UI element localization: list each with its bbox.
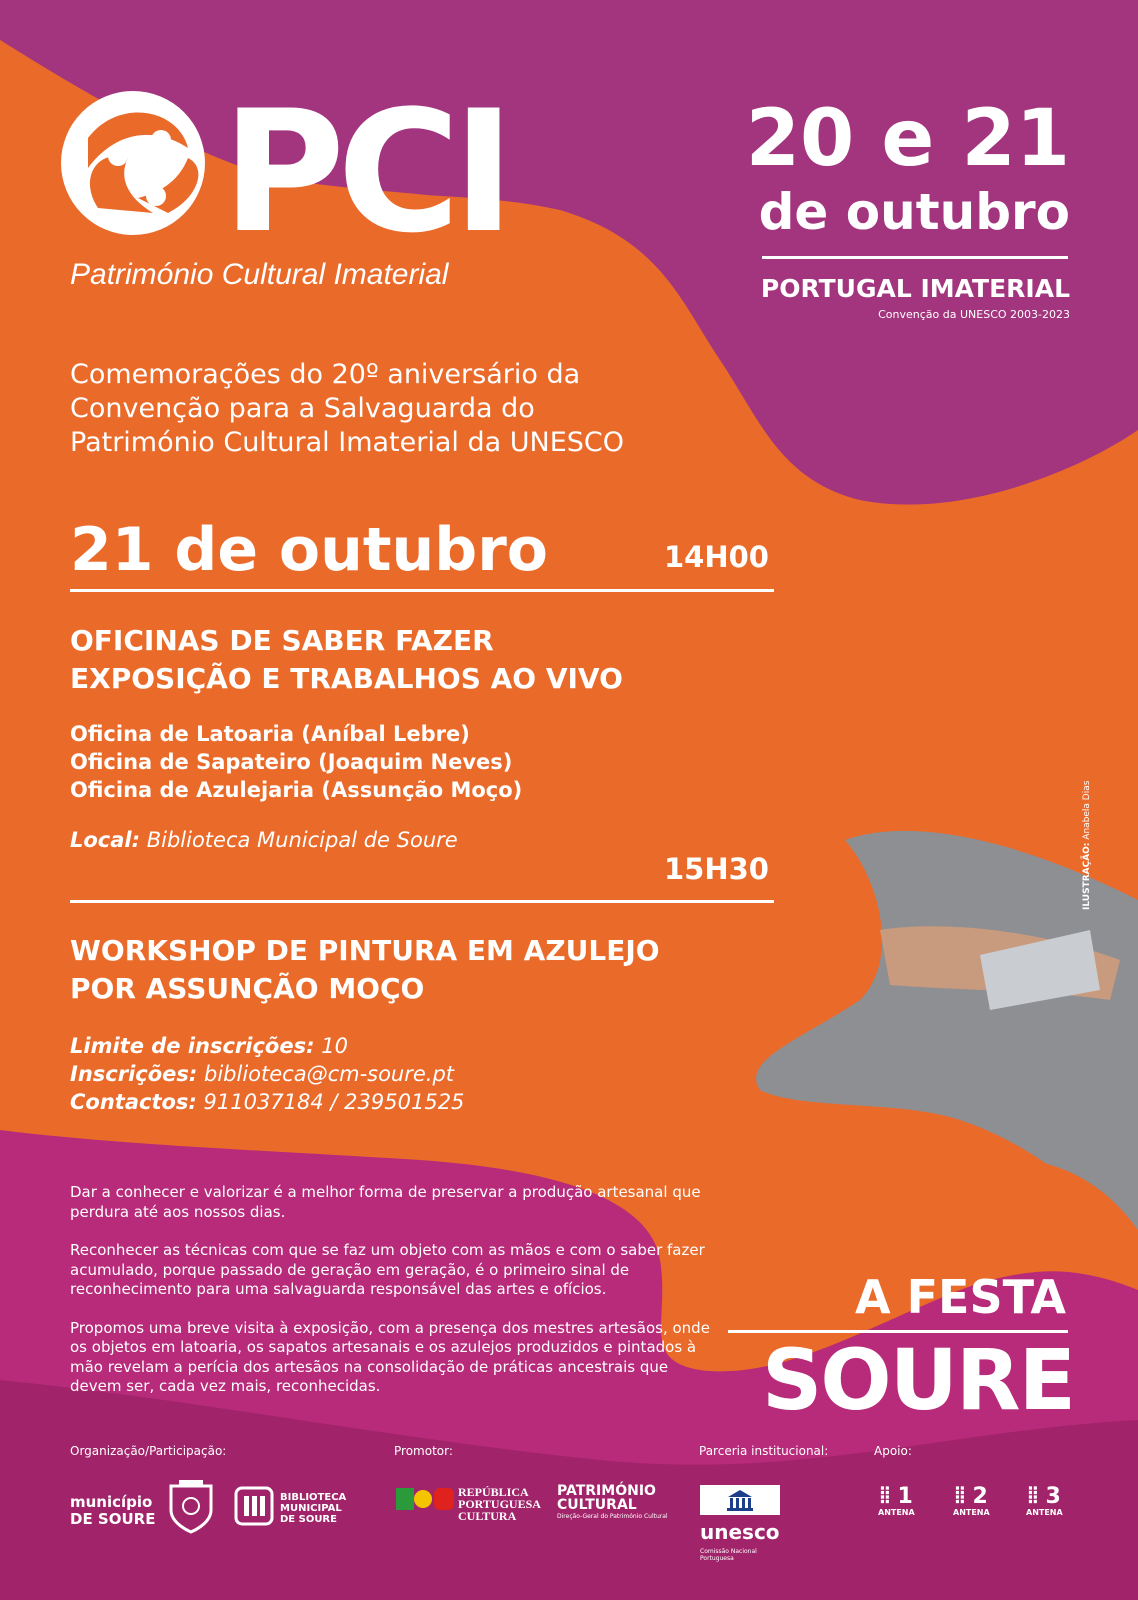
contacts-line <box>70 1088 464 1116</box>
antena-bars-icon: ⦙⦙ <box>879 1484 898 1509</box>
antena-bars-icon: ⦙⦙ <box>1027 1484 1046 1509</box>
organizacao-label: Organização/Participação: <box>70 1444 227 1458</box>
workshops-heading-line: OFICINAS DE SABER FAZER <box>70 624 494 657</box>
municipio-line1: município <box>70 1493 153 1511</box>
biblioteca-line: BIBLIOTECA <box>280 1492 347 1503</box>
credit-name: Anabela Dias <box>1082 780 1092 840</box>
intro-line: Comemorações do 20º aniversário da <box>70 359 581 390</box>
pci-logo-subtitle: Património Cultural Imaterial <box>70 258 449 291</box>
unesco-logo: unesco <box>700 1520 780 1544</box>
contacts-phones: 911037184 / 239501525 <box>203 1090 465 1114</box>
republica-flag-icon <box>396 1488 456 1510</box>
biblioteca-logo <box>280 1492 346 1525</box>
signup-info <box>70 1032 464 1116</box>
antena-label: ANTENA <box>878 1508 915 1517</box>
description-text <box>70 1183 710 1416</box>
antena-label: ANTENA <box>953 1508 990 1517</box>
painting-heading-line: WORKSHOP DE PINTURA EM AZULEJO <box>70 934 660 967</box>
workshops-list <box>70 720 522 804</box>
workshops-heading <box>70 622 790 698</box>
list-item: Oficina de Azulejaria (Assunção Moço) <box>70 778 523 802</box>
credit-label: ILUSTRAÇÃO: <box>1082 842 1092 910</box>
antena-2-logo <box>953 1486 990 1517</box>
time-second: 15H30 <box>664 852 769 886</box>
local-line <box>70 828 458 852</box>
soure-coat-of-arms-icon <box>166 1478 216 1534</box>
time-first: 14H00 <box>664 540 769 574</box>
unesco-subtitle-line: Comissão Nacional <box>700 1548 757 1555</box>
biblioteca-line: DE SOURE <box>280 1514 337 1525</box>
republica-line: REPÚBLICA <box>458 1485 529 1499</box>
divider <box>762 256 1068 259</box>
paragraph: Propomos uma breve visita à exposição, com a presença dos mestres artesãos, onde os objetos em latoaria, os sapatos artesanais e os azulejos produzidos e pintados à mão revelam a perícia dos artesãos na consolidação de práticas ancestrais que devem ser, cada vez mais, reconhecidas. <box>70 1318 710 1395</box>
antena-number: ⦙⦙ 3 <box>1027 1484 1061 1509</box>
parceria-label: Parceria institucional: <box>699 1444 829 1458</box>
event-dates <box>746 96 1070 242</box>
limit-label: Limite de inscrições: <box>70 1034 315 1058</box>
limit-line <box>70 1032 464 1060</box>
event-dates-line1: 20 e 21 <box>745 94 1070 184</box>
intro-line: Património Cultural Imaterial da UNESCO <box>70 427 625 458</box>
antena-bars-icon: ⦙⦙ <box>954 1484 973 1509</box>
republica-logo <box>458 1486 541 1522</box>
biblioteca-icon <box>234 1486 274 1526</box>
pci-emblem <box>61 91 205 235</box>
program-subtitle: Convenção da UNESCO 2003-2023 <box>878 308 1070 321</box>
republica-line: CULTURA <box>458 1509 517 1523</box>
antena-1-logo <box>878 1486 915 1517</box>
divider <box>70 589 774 592</box>
antena-number: ⦙⦙ 2 <box>954 1484 988 1509</box>
event-dates-line2: de outubro <box>758 183 1070 241</box>
biblioteca-line: MUNICIPAL <box>280 1503 342 1514</box>
municipio-soure-logo <box>70 1494 155 1528</box>
paragraph: Reconhecer as técnicas com que se faz um objeto com as mãos e com o saber fazer acumulado, porque passado de geração em geração, é o primeiro sinal de reconhecimento para uma salvaguarda responsável das artes e ofícios. <box>70 1241 705 1298</box>
antena-3-logo <box>1026 1486 1063 1517</box>
unesco-subtitle-line: Portuguesa <box>700 1555 734 1562</box>
unesco-subtitle <box>700 1548 757 1562</box>
patrimonio-subtitle: Direção-Geral do Património Cultural <box>557 1513 668 1520</box>
signup-email[interactable]: biblioteca@cm-soure.pt <box>203 1062 455 1086</box>
list-item: Oficina de Latoaria (Aníbal Lebre) <box>70 722 470 746</box>
intro-text <box>70 358 710 460</box>
contacts-label: Contactos: <box>70 1090 197 1114</box>
day-heading: 21 de outubro <box>70 515 549 585</box>
workshops-heading-line: EXPOSIÇÃO E TRABALHOS AO VIVO <box>70 662 623 695</box>
paragraph: Dar a conhecer e valorizar é a melhor forma de preservar a produção artesanal que perdura até aos nossos dias. <box>70 1183 701 1221</box>
local-value: Biblioteca Municipal de Soure <box>146 828 458 852</box>
intro-line: Convenção para a Salvaguarda do <box>70 393 535 424</box>
list-item: Oficina de Sapateiro (Joaquim Neves) <box>70 750 513 774</box>
program-title: PORTUGAL IMATERIAL <box>760 274 1070 303</box>
antena-label: ANTENA <box>1026 1508 1063 1517</box>
painting-heading <box>70 932 790 1008</box>
signup-label: Inscrições: <box>70 1062 198 1086</box>
painting-heading-line: POR ASSUNÇÃO MOÇO <box>70 972 425 1005</box>
patrimonio-cultural-logo <box>557 1484 656 1512</box>
patrimonio-line: PATRIMÓNIO <box>557 1483 656 1499</box>
local-label: Local: <box>70 828 141 852</box>
municipio-line2: DE SOURE <box>70 1510 156 1528</box>
signup-line <box>70 1060 464 1088</box>
festa-heading: A FESTA <box>855 1270 1066 1324</box>
unesco-temple-icon <box>700 1485 780 1515</box>
illustration-credit <box>1082 781 1092 910</box>
limit-value: 10 <box>321 1034 348 1058</box>
apoio-label: Apoio: <box>874 1444 912 1458</box>
patrimonio-line: CULTURAL <box>557 1497 637 1513</box>
divider <box>70 900 774 903</box>
republica-line: PORTUGUESA <box>458 1497 541 1511</box>
pci-logo-word: PCI <box>222 74 507 270</box>
promotor-label: Promotor: <box>394 1444 453 1458</box>
soure-heading: SOURE <box>761 1331 1074 1429</box>
antena-number: ⦙⦙ 1 <box>879 1484 913 1509</box>
